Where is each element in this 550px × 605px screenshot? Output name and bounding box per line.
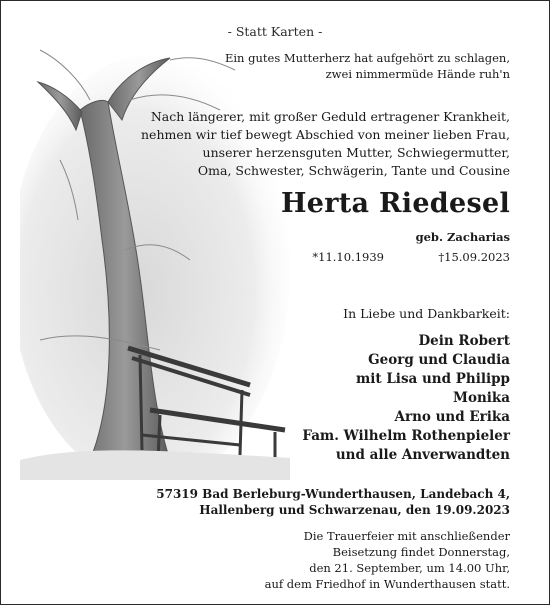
birth-date: *11.10.1939 (312, 250, 384, 264)
quote-line: zwei nimmermüde Hände ruh'n (325, 67, 510, 81)
announcement-line: unserer herzensguten Mutter, Schwiegermutter, (202, 145, 510, 160)
statt-karten-header: - Statt Karten - (227, 24, 323, 39)
announcement-line: Nach längerer, mit großer Geduld ertragener Krankheit, (150, 109, 510, 124)
announcement-line: nehmen wir tief bewegt Abschied von meiner lieben Frau, (141, 127, 510, 142)
funeral-info-line: den 21. September, um 14.00 Uhr, (309, 561, 510, 575)
mourner-line: Georg und Claudia (368, 352, 510, 368)
quote-line: Ein gutes Mutterherz hat aufgehört zu schlagen, (224, 51, 510, 65)
mourner-line: Dein Robert (418, 333, 510, 349)
tree-and-bench-illustration (20, 40, 290, 480)
birth-name: geb. Zacharias (415, 230, 510, 244)
announcement-line: Oma, Schwester, Schwägerin, Tante und Cousine (197, 163, 510, 178)
gratitude-line: In Liebe und Dankbarkeit: (343, 306, 510, 321)
mourner-line: Monika (453, 390, 510, 406)
address-line: 57319 Bad Berleburg-Wunderthausen, Landebach 4, (156, 487, 510, 501)
mourner-line: Fam. Wilhelm Rothenpieler (302, 428, 510, 444)
mourner-line: Arno und Erika (394, 409, 510, 425)
funeral-info-line: Die Trauerfeier mit anschließender (303, 529, 510, 543)
death-date: †15.09.2023 (438, 250, 510, 264)
address-line: Hallenberg und Schwarzenau, den 19.09.2023 (199, 503, 510, 517)
funeral-info-line: Beisetzung findet Donnerstag, (332, 545, 510, 559)
deceased-name: Herta Riedesel (280, 188, 510, 219)
mourner-line: mit Lisa und Philipp (355, 371, 510, 387)
funeral-info-line: auf dem Friedhof in Wunderthausen statt. (264, 577, 510, 591)
mourner-line: und alle Anverwandten (335, 447, 510, 463)
